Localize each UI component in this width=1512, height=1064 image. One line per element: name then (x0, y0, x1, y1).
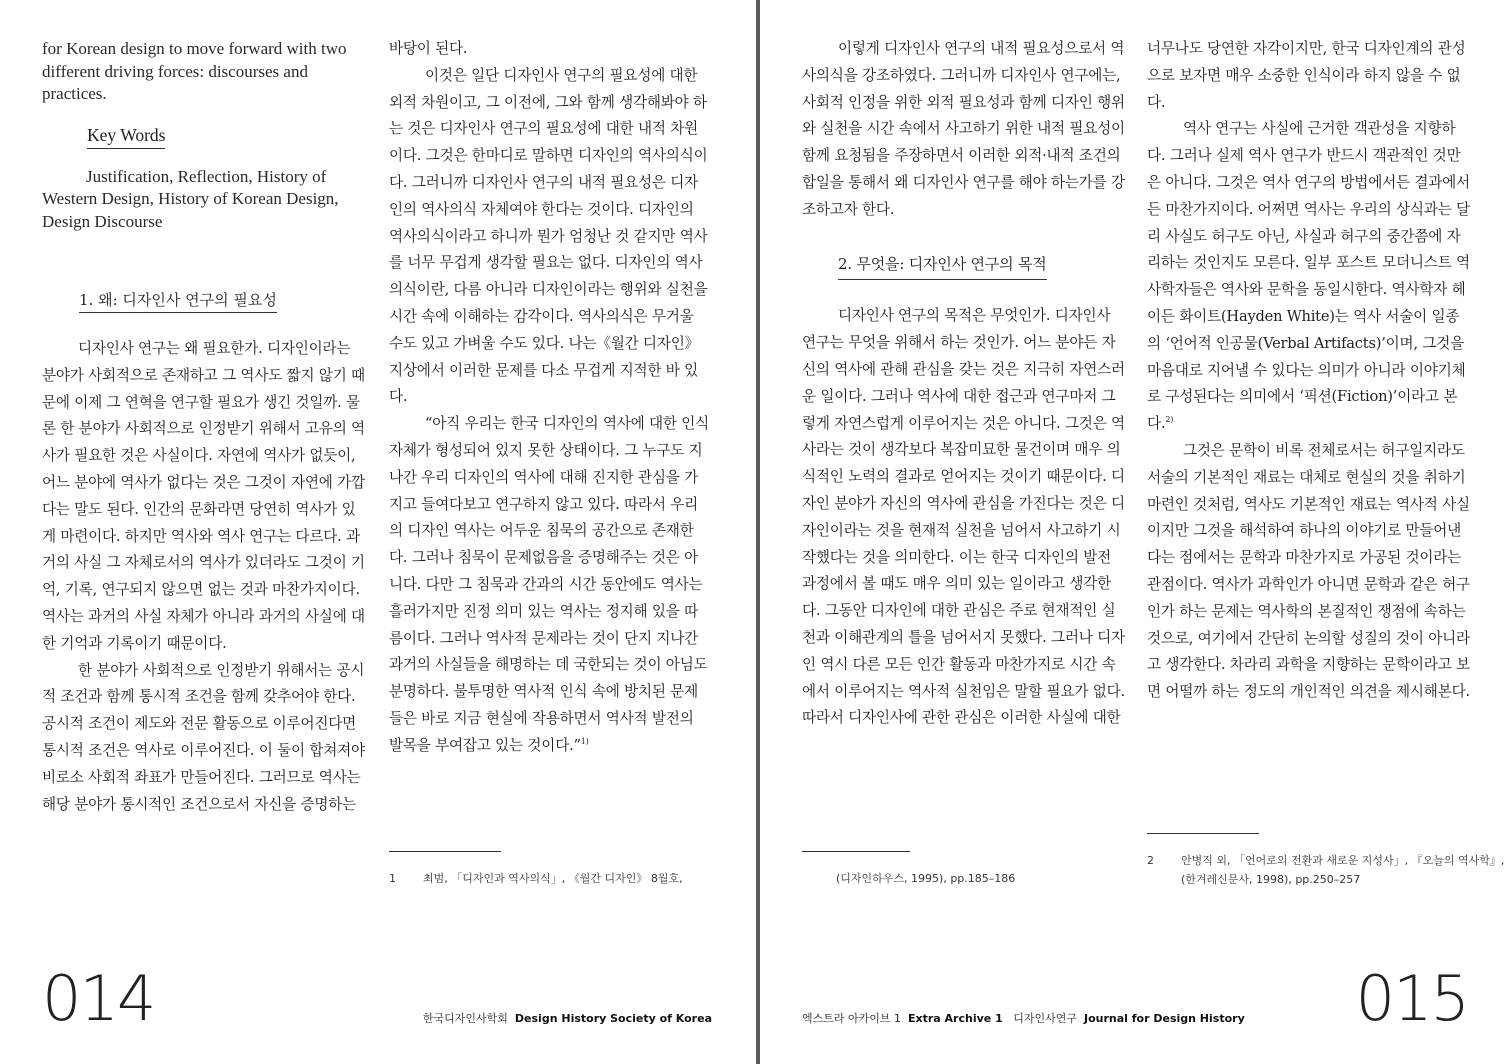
footnote-ref: 1) (580, 736, 589, 746)
running-head: 엑스트라 아카이브 1 Extra Archive 1 디자인사연구 Journal for Design History (802, 1012, 1245, 1025)
left-col-1 (42, 38, 366, 818)
section-2-heading: 2. 무엇을: 디자인사 연구의 목적 (838, 251, 1047, 281)
right-col-1 (802, 36, 1127, 732)
block-quote: “아직 우리는 한국 디자인의 역사에 대한 인식 자체가 형성되어 있지 못한 상태이다. 그 누구도 지나간 우리 디자인의 역사에 대해 진지한 관심을 가지고 들여다보고 연구하지 않고 있다. 따라서 우리의 디자인 역사는 어두운 침묵의 공간으로 존재한다. 그러나 침묵이 문제없음을 증명해주는 것은 아니다. 다만 그 침묵과 간과의 시간 동안에도 역사는 흘러가지만 진정 의미 있는 역사는 정지해 있을 따름이다. 그러나 역사적 문제라는 것이 단지 지나간 과거의 사실들을 해명하는 데 국한되는 것이 아님도 분명하다. 불투명한 역사적 인식 속에 방치된 문제들은 바로 지금 현실에 작용하면서 역사적 발전의 발목을 부여잡고 있는 것이다.”$^{1)}$ (389, 415, 710, 754)
footnote-rule (389, 851, 501, 852)
paragraph: 역사 연구는 사실에 근거한 객관성을 지향하다. 그러나 실제 역사 연구가 반드시 객관적인 것만은 아니다. 그것은 역사 연구의 방법에서든 결과에서든 마찬가지이다. 어쩌면 역사는 우리의 상식과는 달리 사실도 허구도 아닌, 사실과 허구의 중간쯤에 자리하는 것인지도 모른다. 일부 포스트 모더니스트 역사학자들은 역사와 문학을 동일시한다. 역사학자 헤이든 화이트(Hayden White)는 역사 서술이 일종의 ‘언어적 인공물(Verbal Artifacts)’이며, 그것을 마음대로 지어낼 수 있다는 의미가 아니라 이야기체로 구성된다는 의미에서 ‘픽션(Fiction)’이라고 본다.$^{2)}$ (1147, 120, 1470, 433)
right-col-2 (1147, 36, 1471, 706)
keywords-text: Justification, Reflection, History of Western Design, History of Korean Design, Design Discourse (42, 166, 339, 231)
paragraph: 그것은 문학이 비록 전체로서는 허구일지라도 서술의 기본적인 재료는 대체로 현실의 것을 취하기 마련인 것처럼, 역사도 기본적인 재료는 역사적 사실이지만 그것을 해석하여 하나의 이야기로 만들어낸다는 점에서는 문학과 마찬가지로 가공된 것이라는 관점이다. 역사가 과학인가 아니면 문학과 같은 허구인가 하는 문제는 역사학의 본질적인 쟁점에 속하는 것으로, 여기에서 간단히 논의할 성질의 것이 아니라고 생각한다. 차라리 과학을 지향하는 문학이라고 보면 어떨까 하는 정도의 개인적인 의견을 제시해본다. (1147, 441, 1470, 701)
left-col-2 (389, 36, 711, 760)
paragraph: 디자인사 연구의 목적은 무엇인가. 디자인사 연구는 무엇을 위해서 하는 것인가. 어느 분야든 자신의 역사에 관해 관심을 갖는 것은 지극히 자연스러운 일이다. 그러나 역사에 대한 접근과 연구마저 그렇게 자연스럽게 이루어지는 것은 아니다. 그것은 역사라는 것이 생각보다 복잡미묘한 물건이며 매우 의식적인 노력의 결과로 얻어지는 것이기 때문이다. 디자인 분야가 자신의 역사에 관심을 가진다는 것은 디자인이라는 것을 현재적 실천을 넘어서 사고하기 시작했다는 것을 의미한다. 이는 한국 디자인의 발전 과정에서 볼 때도 매우 의미 있는 일이라고 생각한다. 그동안 디자인에 대한 관심은 주로 현재적인 실천과 이해관계의 틀을 넘어서지 못했다. 그러나 디자인 역시 다른 모든 인간 활동과 마찬가지로 시간 속에서 이루어지는 역사적 실천임은 말할 필요가 없다. 따라서 디자인사에 관한 관심은 이러한 사실에 대한 (802, 307, 1125, 727)
paragraph-continued: 너무나도 당연한 자각이지만, 한국 디자인계의 관성으로 보자면 매우 소중한 인식이라 하지 않을 수 없다. (1147, 40, 1466, 111)
section-1-heading: 1. 왜: 디자인사 연구의 필요성 (79, 289, 277, 313)
footnote-ref: 2) (1165, 415, 1174, 425)
right-page (760, 0, 1512, 1064)
paragraph: 디자인사 연구는 왜 필요한가. 디자인이라는 분야가 사회적으로 존재하고 그 역사도 짧지 않기 때문에 이제 그 연혁을 연구할 필요가 생긴 것일까. 물론 한 분야가 사회적으로 인정받기 위해서 고유의 역사가 필요한 것은 사실이다. 자연에 역사가 없듯이, 어느 분야에 역사가 없다는 것은 그것이 자연에 가깝다는 말도 된다. 인간의 문화라면 당연히 역사가 있게 마련이다. 하지만 역사와 역사 연구는 다르다. 과거의 사실 그 자체로서의 역사가 있더라도 그것이 기억, 기록, 연구되지 않으면 없는 것과 마찬가지이다. 역사는 과거의 사실 자체가 아니라 과거의 사실에 대한 기억과 기록이기 때문이다. (42, 340, 365, 652)
paragraph: 이렇게 디자인사 연구의 내적 필요성으로서 역사의식을 강조하였다. 그러니까 디자인사 연구에는, 사회적 인정을 위한 외적 필요성과 함께 디자인 행위와 실천을 시간 속에서 사고하기 위한 내적 필요성이 함께 요청됨을 주장하면서 이러한 외적·내적 조건의 합일을 통해서 왜 디자인사 연구를 해야 하는가를 강조하고자 한다. (802, 40, 1125, 218)
footnote-1: 1 최범, 「디자인과 역사의식」, 《월간 디자인》 8월호, (389, 872, 683, 885)
keywords-heading: Key Words (87, 125, 165, 149)
paragraph-continued: 바탕이 된다. (389, 40, 468, 57)
paragraph: 이것은 일단 디자인사 연구의 필요성에 대한 외적 차원이고, 그 이전에, 그와 함께 생각해봐야 하는 것은 디자인사 연구의 필요성에 대한 내적 차원이다. 그것은 한마디로 말하면 디자인의 역사의식이다. 그러니까 디자인사 연구의 내적 필요성은 디자인의 역사의식 자체여야 한다는 것이다. 디자인의 역사의식이라고 하니까 뭔가 엄청난 것 같지만 역사를 너무 무겁게 생각할 필요는 없다. 디자인의 역사의식이란, 다름 아니라 디자인이라는 행위와 실천을 시간 속에 이해하는 감각이다. 역사의식은 무거울 수도 있고 가벼울 수도 있다. 나는《월간 디자인》지상에서 이러한 문제를 다소 무겁게 지적한 바 있다. (389, 66, 708, 406)
footnote-rule (1147, 833, 1259, 834)
footnote-2: 2 안병직 외, 「언어로의 전환과 새로운 지성사」, 『오늘의 역사학』, (한겨레신문사, 1998), pp.250–257 (1147, 854, 1505, 886)
footnote-rule (802, 851, 910, 852)
paragraph: 한 분야가 사회적으로 인정받기 위해서는 공시적 조건과 함께 통시적 조건을 함께 갖추어야 한다. 공시적 조건이 제도와 전문 활동으로 이루어진다면 통시적 조건은 역사로 이루어진다. 이 둘이 합쳐져야 비로소 사회적 좌표가 만들어진다. 그러므로 역사는 해당 분야가 통시적인 조건으로서 자신을 증명하는 (42, 661, 365, 813)
running-head: 한국디자인사학회 Design History Society of Korea (422, 1012, 712, 1025)
page-number: 014 (42, 962, 155, 1035)
footnote-1-continued: (디자인하우스, 1995), pp.185–186 (836, 872, 1016, 885)
abstract-end: for Korean design to move forward with two different driving forces: discourses and practices. (42, 39, 347, 103)
page-number: 015 (1355, 962, 1468, 1035)
